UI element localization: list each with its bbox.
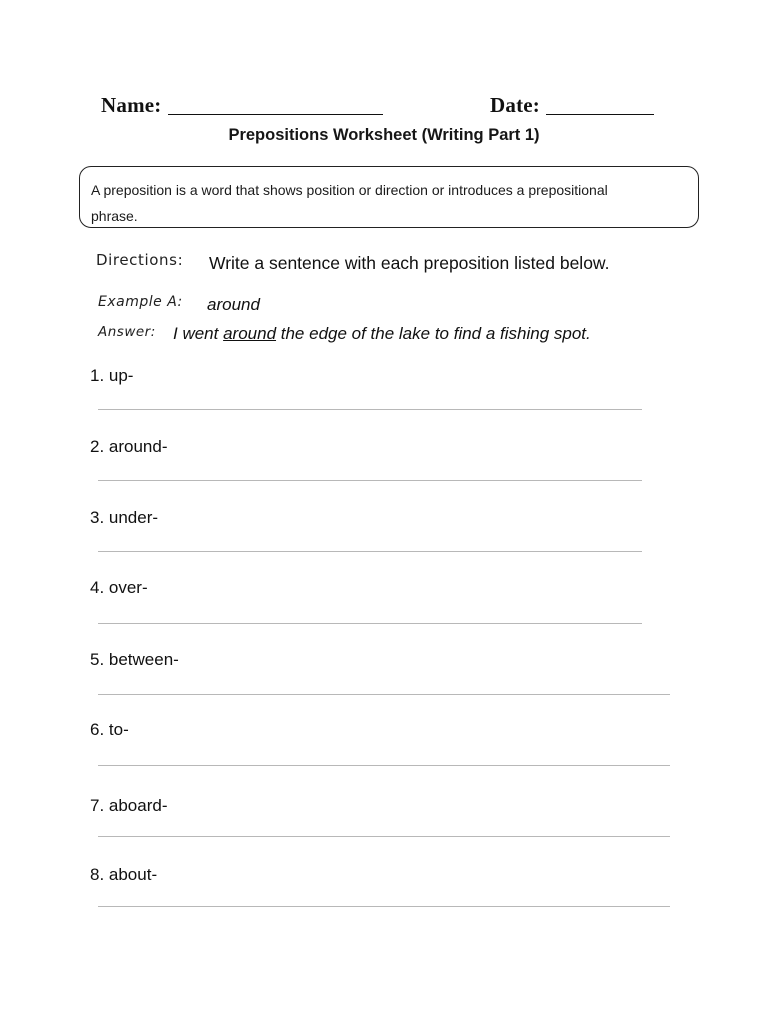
question-4-label: 4. over- [90, 578, 148, 597]
directions-label: Directions: [96, 251, 184, 269]
directions-text: Write a sentence with each preposition listed below. [209, 253, 610, 273]
question-5-answer-line[interactable] [98, 694, 670, 695]
question-1-answer-line[interactable] [98, 409, 642, 410]
question-1-label: 1. up- [90, 366, 134, 385]
name-blank-line [168, 114, 383, 115]
example-word: around [207, 295, 260, 314]
answer-label: Answer: [98, 324, 156, 340]
definition-box [79, 166, 699, 228]
question-2-label: 2. around- [90, 437, 168, 456]
question-2-answer-line[interactable] [98, 480, 642, 481]
worksheet-title: Prepositions Worksheet (Writing Part 1) [228, 126, 540, 144]
date-label: Date: [490, 93, 540, 117]
definition-text: A preposition is a word that shows position or direction or introduces a prepositional phrase. [91, 182, 608, 224]
question-7-answer-line[interactable] [98, 836, 670, 837]
question-8-answer-line[interactable] [98, 906, 670, 907]
question-7-label: 7. aboard- [90, 796, 168, 815]
answer-underlined-word: around [223, 324, 277, 343]
question-8-label: 8. about- [90, 865, 158, 884]
question-3-answer-line[interactable] [98, 551, 642, 552]
answer-text-after: the edge of the lake to find a fishing spot. [276, 324, 591, 343]
date-blank-line [546, 114, 654, 115]
question-6-answer-line[interactable] [98, 765, 670, 766]
example-answer [173, 324, 591, 344]
example-label: Example A: [98, 294, 183, 310]
answer-text-before: I went [173, 324, 224, 343]
question-4-answer-line[interactable] [98, 623, 642, 624]
question-3-label: 3. under- [90, 508, 159, 527]
question-5-label: 5. between- [90, 650, 179, 669]
name-label: Name: [101, 93, 162, 117]
question-6-label: 6. to- [90, 720, 129, 739]
